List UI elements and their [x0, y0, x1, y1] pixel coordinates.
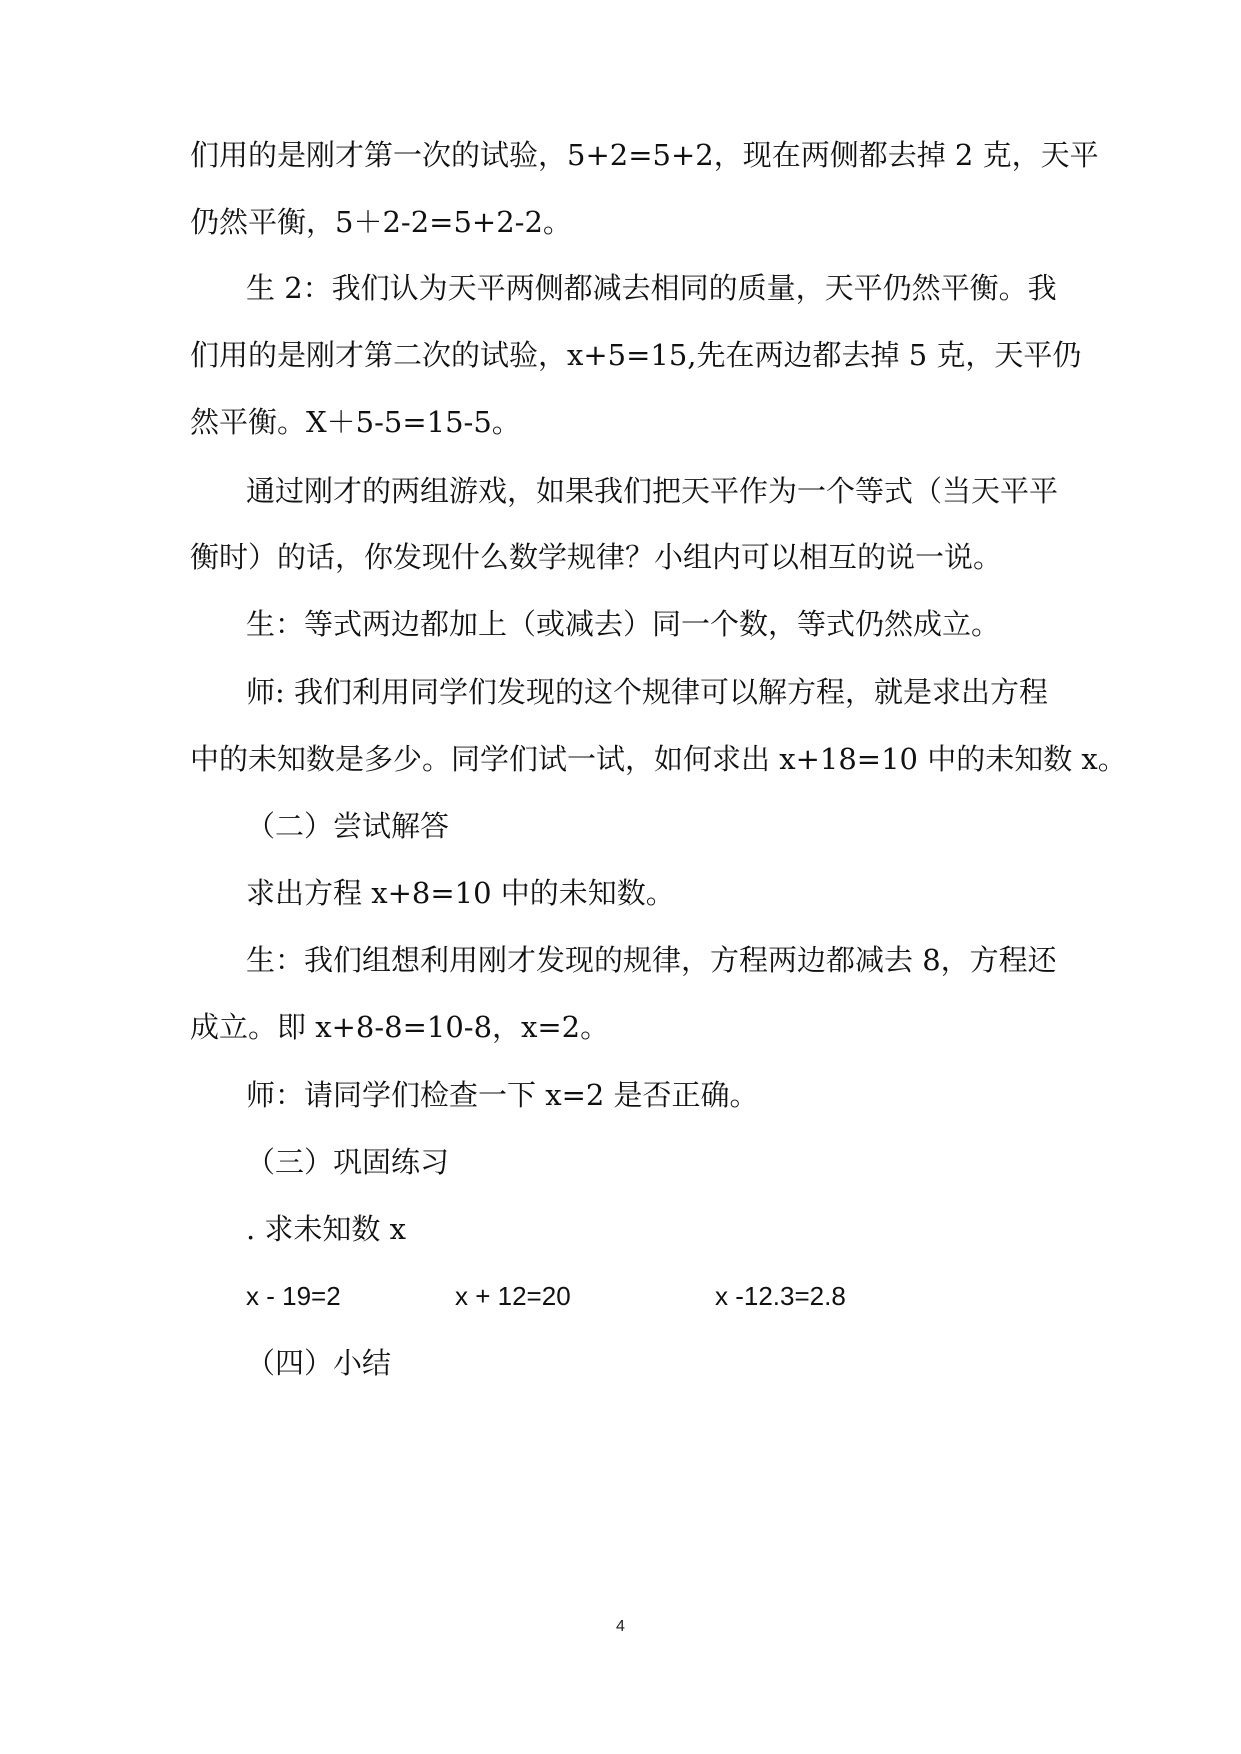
- paragraph-line: 们用的是刚才第二次的试验，x+5=15,先在两边都去掉 5 克，天平仍: [190, 338, 1082, 372]
- paragraph-line: 生：等式两边都加上（或减去）同一个数，等式仍然成立。: [246, 607, 1001, 641]
- paragraph-line: 生：我们组想利用刚才发现的规律，方程两边都减去 8，方程还: [246, 943, 1057, 977]
- paragraph-line: 衡时）的话，你发现什么数学规律？小组内可以相互的说一说。: [190, 540, 1003, 574]
- paragraph-line: . 求未知数 x: [246, 1212, 407, 1246]
- section-heading: （三）巩固练习: [246, 1145, 450, 1179]
- paragraph-line: 师：请同学们检查一下 x=2 是否正确。: [246, 1078, 759, 1112]
- paragraph-line: 师: 我们利用同学们发现的这个规律可以解方程，就是求出方程: [246, 675, 1048, 709]
- paragraph-line: 通过刚才的两组游戏，如果我们把天平作为一个等式（当天平平: [246, 474, 1059, 508]
- paragraph-line: 们用的是刚才第一次的试验，5+2=5+2，现在两侧都去掉 2 克，天平: [190, 138, 1099, 172]
- exercise-equation: x + 12=20: [455, 1281, 571, 1311]
- paragraph-line: 中的未知数是多少。同学们试一试，如何求出 x+18=10 中的未知数 x。: [190, 742, 1127, 776]
- paragraph-line: 然平衡。X＋5-5=15-5。: [190, 405, 521, 439]
- paragraph-line: 求出方程 x+8=10 中的未知数。: [246, 876, 675, 910]
- section-heading: （二）尝试解答: [246, 809, 450, 843]
- paragraph-line: 成立。即 x+8-8=10-8，x=2。: [190, 1010, 610, 1044]
- exercise-equation: x -12.3=2.8: [715, 1281, 846, 1311]
- page-number: 4: [616, 1618, 625, 1635]
- exercise-equation: x - 19=2: [246, 1281, 341, 1311]
- paragraph-line: 生 2：我们认为天平两侧都减去相同的质量，天平仍然平衡。我: [246, 271, 1057, 305]
- section-heading: （四）小结: [246, 1346, 392, 1380]
- paragraph-line: 仍然平衡，5＋2-2=5+2-2。: [190, 205, 572, 239]
